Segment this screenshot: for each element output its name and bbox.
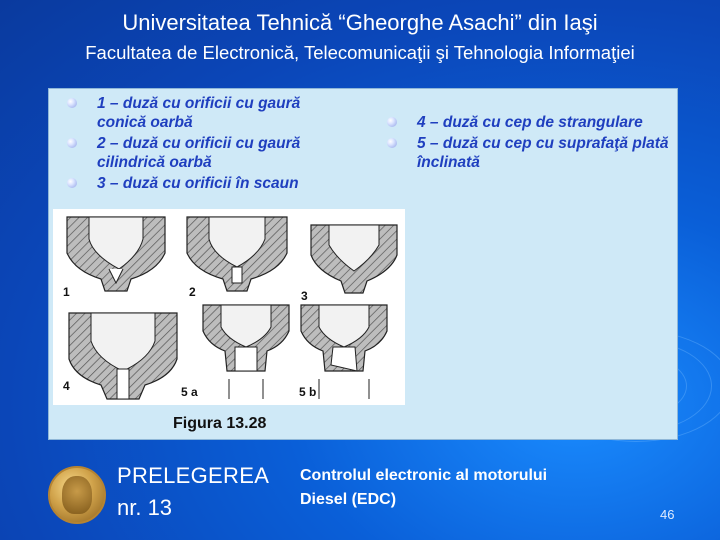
figure-label-5b: 5 b — [299, 385, 317, 399]
nozzle-figure — [53, 209, 405, 405]
nozzle-1-drawing — [67, 217, 165, 291]
bullet-icon — [387, 117, 397, 127]
nozzle-list-right — [379, 113, 669, 174]
nozzle-list-left — [59, 94, 349, 195]
content-panel — [48, 88, 678, 440]
bullet-icon — [67, 98, 77, 108]
nozzle-2-drawing — [187, 217, 287, 291]
list-item — [59, 134, 349, 172]
university-title: Universitatea Tehnică “Gheorghe Asachi” din Iaşi — [122, 10, 598, 35]
lecture-number: nr. 13 — [117, 495, 173, 520]
lecture-title: PRELEGEREA — [117, 463, 270, 488]
list-item — [59, 94, 349, 132]
figure-label-5a: 5 a — [181, 385, 198, 399]
page-number: 46 — [660, 507, 675, 522]
list-item-text: 4 – duză cu cep de strangulare — [417, 114, 643, 131]
university-medal-logo — [48, 466, 106, 524]
nozzle-3-drawing — [311, 225, 397, 293]
figure-label-2: 2 — [189, 285, 196, 299]
list-item-text: 3 – duză cu orificii în scaun — [97, 175, 299, 192]
list-item — [379, 134, 669, 172]
course-title-line2: Diesel (EDC) — [300, 491, 397, 508]
faculty-title: Facultatea de Electronică, Telecomunicaţii şi Tehnologia Informaţiei — [85, 42, 635, 63]
course-title-line1: Controlul electronic al motorului — [300, 467, 548, 484]
list-item-text: 2 – duză cu orificii cu gaură cilindrică oarbă — [97, 135, 301, 171]
list-item-text: 5 – duză cu cep cu suprafaţă plată înclinată — [417, 135, 669, 171]
bullet-icon — [67, 178, 77, 188]
bullet-icon — [67, 138, 77, 148]
figure-caption: Figura 13.28 — [173, 415, 267, 432]
bullet-icon — [387, 138, 397, 148]
portrait-relief — [62, 476, 92, 514]
nozzle-drawings — [53, 209, 405, 405]
figure-label-1: 1 — [63, 285, 70, 299]
list-item — [59, 174, 349, 193]
nozzle-4-drawing — [69, 313, 177, 399]
list-item-text: 1 – duză cu orificii cu gaură conică oarbă — [97, 95, 301, 131]
list-item — [379, 113, 669, 132]
figure-label-4: 4 — [63, 379, 70, 393]
nozzle-5a-drawing — [203, 305, 289, 399]
figure-label-3: 3 — [301, 289, 308, 303]
